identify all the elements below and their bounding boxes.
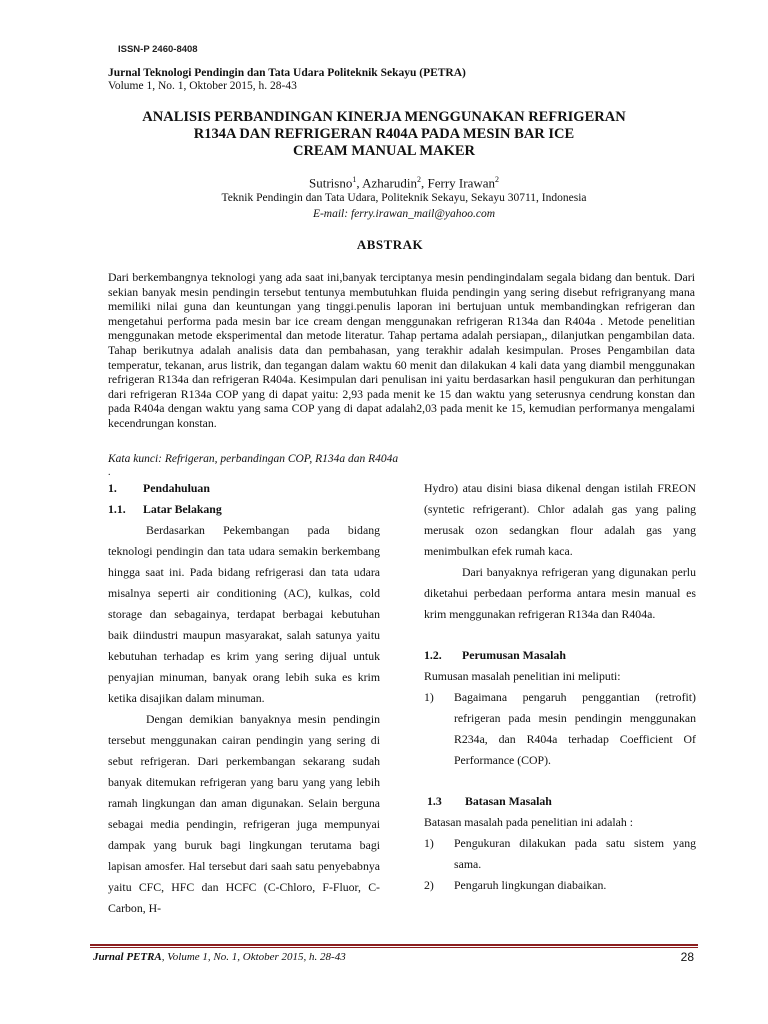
page-number: 28 [680, 950, 694, 964]
keywords: Kata kunci: Refrigeran, perbandingan COP, R134a dan R404a [108, 453, 399, 465]
footer-rule-thin [90, 947, 698, 948]
author-name: Azharudin [362, 175, 417, 191]
author-name: Ferry Irawan [427, 175, 495, 191]
subsection-title: Latar Belakang [143, 502, 222, 516]
footer-volume: , Volume 1, No. 1, Oktober 2015, h. 28-43 [161, 951, 346, 963]
journal-name: Jurnal Teknologi Pendingin dan Tata Udara Politeknik Sekayu (PETRA) [108, 67, 466, 79]
list-text: Pengukuran dilakukan pada satu sistem yang sama. [454, 836, 696, 871]
paper-title [90, 109, 678, 160]
title-line: ANALISIS PERBANDINGAN KINERJA MENGGUNAKAN REFRIGERAN [142, 109, 626, 125]
section-heading [108, 478, 380, 499]
list-item [424, 687, 696, 771]
issn-label: ISSN-P 2460-8408 [118, 44, 198, 55]
list-number: 2) [424, 878, 434, 892]
paragraph: Batasan masalah pada penelitian ini adalah : [424, 815, 633, 829]
subsection-number: 1.1. [108, 502, 126, 516]
section-number: 1. [108, 481, 117, 495]
author-list: Sutrisno$^1$, Azharudin$^2$, Ferry Irawan$^2$ [308, 175, 499, 191]
paragraph: Berdasarkan Pekembangan pada bidang teknologi pendingin dan tata udara semakin berkembang hingga saat ini. Pada bidang refrigerasi dan tata udara misalnya seperti air conditioning (AC), kulkas, cold storage dan sebagainya, terdapat berbagai kebutuhan baik diindustri maupun masyarakat, salah satunya yaitu kebutuhan terhadap es krim yang sering dijual untuk penyajian minuman, banyak orang lebih suka es krim ketika disajikan dalam minuman. [108, 523, 380, 705]
subsection-number: 1.2. [424, 648, 442, 662]
right-column [424, 478, 696, 896]
paragraph: Dari banyaknya refrigeran yang digunakan perlu diketahui perbedaan performa antara mesin manual es krim menggunakan refrigeran R134a dan R404a. [424, 565, 696, 621]
subsection-title: Batasan Masalah [465, 794, 552, 808]
title-line: R134A DAN REFRIGERAN R404A PADA MESIN BAR ICE [193, 126, 575, 142]
paragraph: Rumusan masalah penelitian ini meliputi: [424, 669, 621, 683]
author-affiliation-mark: 2 [495, 175, 499, 184]
footer-citation [93, 951, 346, 963]
journal-volume: Volume 1, No. 1, Oktober 2015, h. 28-43 [108, 80, 297, 92]
list-number: 1) [424, 836, 434, 850]
keywords-dot: . [108, 467, 111, 478]
paragraph: Hydro) atau disini biasa dikenal dengan istilah FREON (syntetic refrigerant). Chlor adalah gas yang paling merusak ozon sedangkan flour adalah gas yang menimbulkan efek rumah kaca. [424, 481, 696, 558]
footer-journal: Jurnal PETRA [93, 951, 162, 963]
section-title: Pendahuluan [143, 481, 210, 495]
paragraph: Dengan demikian banyaknya mesin pendingin tersebut menggunakan cairan pendingin yang sering di sebut refrigeran. Dari perkembangan sekarang sudah banyak ditemukan refrigeran yang baru yang yang lebih ramah lingkungan dan aman digunakan. Selain berguna sebagai media pendingin, refrigeran juga mempunyai dampak yang buruk bagi lingkungan terutama bagi lapisan amosfer. Hal tersebut dari saah satu penyebabnya yaitu CFC, HFC dan HCFC (C-Chloro, F-Fluor, C-Carbon, H- [108, 712, 380, 915]
author-affiliation-mark: 2 [417, 175, 421, 184]
list-text: Bagaimana pengaruh penggantian (retrofit) refrigeran pada mesin pendingin menggunakan R234a, dan R404a terhadap Coefficient Of Performance (COP). [454, 690, 696, 767]
left-column [108, 478, 380, 919]
list-item [424, 833, 696, 875]
subsection-heading [424, 791, 696, 812]
abstract-heading: ABSTRAK [356, 237, 424, 252]
list-text: Pengaruh lingkungan diabaikan. [454, 878, 607, 892]
author-affiliation-mark: 1 [352, 175, 357, 184]
author-email: E-mail: ferry.irawan_mail@yahoo.com [312, 208, 496, 220]
subsection-number: 1.3 [427, 794, 442, 808]
list-item [424, 875, 696, 896]
footer-rule [90, 944, 698, 946]
subsection-title: Perumusan Masalah [462, 648, 566, 662]
author-affiliation: Teknik Pendingin dan Tata Udara, Politeknik Sekayu, Sekayu 30711, Indonesia [221, 192, 587, 204]
abstract-text: Dari berkembangnya teknologi yang ada saat ini,banyak terciptanya mesin pendingindalam segala bidang dan bentuk. Dari sekian banyak mesin pendingin tersebut tentunya membutuhkan fluida pendingin yang sering disebut refrigranyang mana memiliki nilai guna dan keuntungan yang tinggi.penulis laporan ini bertujuan untuk membandingkan refrigeran dan mengetahui performa pada mesin bar ice cream dengan menggunakan refrigeran R134a dan R404a . Metode penelitian menggunakan metode eksperimental dan metode literatur. Tahap pertama adalah persiapan,, dilanjutkan pengambilan data. Tahap berikutnya adalah analisis data dan pembahasan, yang terakhir adalah kesimpulan. Proses Pengambilan data temperatur, tekanan, arus listrik, dan tegangan dalam waktu 60 menit dan dilakukan 4 kali data yang diambil menggunakan refrigeran R134a dan refrigeran R404a. Kesimpulan dari penulisan ini yaitu berdasarkan hasil pengukuran dan perhitungan dari refrigeran R134a COP yang di dapat yaitu: 2,93 pada menit ke 15 dan waktu yang seterusnya cendrung konstan dan pada R404a dengan waktu yang sama COP yang di dapat adalah2,03 pada menit ke 15, kemudian performanya mengalami kecendrungan konstan. [108, 270, 695, 430]
subsection-heading [424, 645, 696, 666]
author-name: Sutrisno [308, 175, 353, 191]
subsection-heading [108, 499, 380, 520]
title-line: CREAM MANUAL MAKER [292, 143, 476, 159]
list-number: 1) [424, 690, 434, 704]
